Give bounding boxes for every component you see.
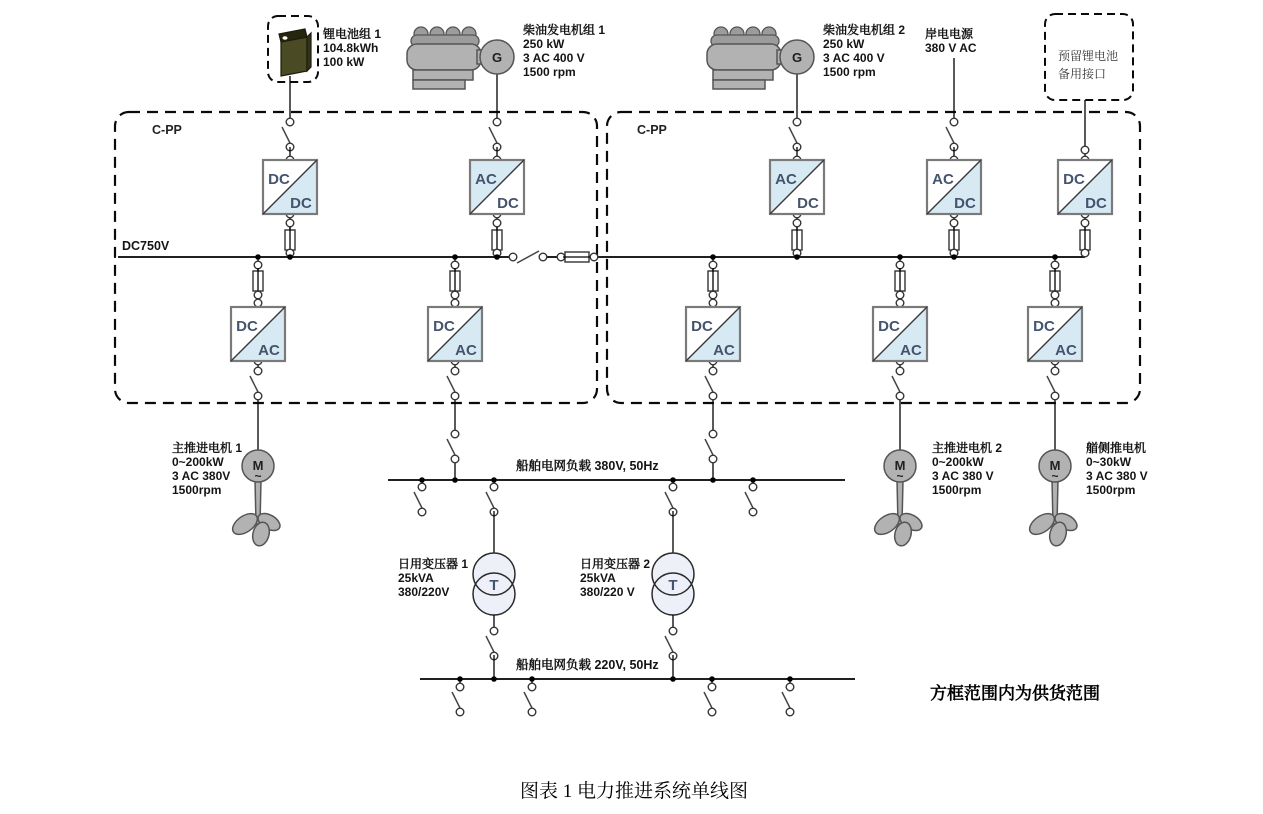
transformer1-ratio: 380/220V <box>398 585 450 599</box>
motor1-name: 主推进电机 1 <box>172 441 243 455</box>
svg-text:DC: DC <box>290 195 312 212</box>
svg-text:DC: DC <box>497 195 519 212</box>
converter-motor1-dcac <box>231 307 285 361</box>
genset1-name: 柴油发电机组 1 <box>523 23 606 37</box>
converter-battery-dcdc <box>263 160 317 214</box>
reserved-line1: 预留锂电池 <box>1058 49 1119 63</box>
svg-text:AC: AC <box>1055 342 1077 359</box>
svg-text:AC: AC <box>475 171 497 188</box>
bus-380v-label: 船舶电网负载 380V, 50Hz <box>516 459 659 473</box>
thruster-power: 0~30kW <box>1086 455 1132 469</box>
thruster-speed: 1500rpm <box>1086 483 1136 497</box>
thruster-name: 艏侧推电机 <box>1086 441 1147 455</box>
genset1-speed: 1500 rpm <box>523 65 576 79</box>
motor1-m-symbol: M <box>252 458 264 473</box>
supply-scope-note: 方框范围内为供货范围 <box>930 684 1100 703</box>
battery1-name: 锂电池组 1 <box>323 27 382 41</box>
svg-text:AC: AC <box>258 342 280 359</box>
motor1-speed: 1500rpm <box>172 483 222 497</box>
motor1-power: 0~200kW <box>172 455 224 469</box>
shore-name: 岸电电源 <box>925 27 974 41</box>
right-panel-label: C-PP <box>637 123 667 137</box>
svg-text:DC: DC <box>797 195 819 212</box>
svg-text:AC: AC <box>775 171 797 188</box>
genset2-voltage: 3 AC 400 V <box>823 51 885 65</box>
feeder-380-1 <box>414 480 426 516</box>
genset2-speed: 1500 rpm <box>823 65 876 79</box>
converter-grid2-dcac <box>686 307 740 361</box>
feeder-220-3 <box>704 679 716 716</box>
motor2-m-symbol: M <box>894 458 906 473</box>
motor2-name: 主推进电机 2 <box>932 441 1003 455</box>
motor2-voltage: 3 AC 380 V <box>932 469 994 483</box>
svg-text:DC: DC <box>433 318 455 335</box>
converter-thruster-dcac <box>1028 307 1082 361</box>
converter-motor2-dcac <box>873 307 927 361</box>
transformer1-rating: 25kVA <box>398 571 434 585</box>
svg-text:AC: AC <box>900 342 922 359</box>
battery1-energy: 104.8kWh <box>323 41 379 55</box>
transformer2-t-symbol: T <box>668 577 678 594</box>
feeder-220-2 <box>524 679 536 716</box>
bottom-converter-terminals <box>250 261 1060 463</box>
svg-text:AC: AC <box>713 342 735 359</box>
genset2-g-symbol: G <box>791 50 803 65</box>
transformer1-t-symbol: T <box>489 577 499 594</box>
genset1-power: 250 kW <box>523 37 565 51</box>
dc-bus-label: DC750V <box>122 239 170 253</box>
feeder-380-2 <box>745 480 757 516</box>
genset1-voltage: 3 AC 400 V <box>523 51 585 65</box>
genset2-name: 柴油发电机组 2 <box>823 23 906 37</box>
svg-text:DC: DC <box>1033 318 1055 335</box>
figure-caption: 图表 1 电力推进系统单线图 <box>519 781 749 802</box>
genset1-g-symbol: G <box>491 50 503 65</box>
converter-reserved-dcdc <box>1058 160 1112 214</box>
motor2-speed: 1500rpm <box>932 483 982 497</box>
svg-text:DC: DC <box>1085 195 1107 212</box>
motor1-wave: ~ <box>254 469 262 483</box>
converter-gen2-acdc <box>770 160 824 214</box>
motor2-wave: ~ <box>896 469 904 483</box>
svg-text:DC: DC <box>691 318 713 335</box>
transformer2-name: 日用变压器 2 <box>580 557 651 571</box>
converter-grid1-dcac <box>428 307 482 361</box>
feeder-220-1 <box>452 679 464 716</box>
reserved-line2: 备用接口 <box>1058 67 1107 81</box>
motor2-power: 0~200kW <box>932 455 984 469</box>
svg-text:DC: DC <box>878 318 900 335</box>
converter-gen1-acdc <box>470 160 524 214</box>
genset2-power: 250 kW <box>823 37 865 51</box>
thruster-wave: ~ <box>1051 469 1059 483</box>
transformer2-rating: 25kVA <box>580 571 616 585</box>
svg-text:AC: AC <box>455 342 477 359</box>
battery1-power: 100 kW <box>323 55 365 69</box>
thruster-voltage: 3 AC 380 V <box>1086 469 1148 483</box>
svg-text:DC: DC <box>954 195 976 212</box>
battery-icon <box>279 29 311 76</box>
converter-shore-acdc <box>927 160 981 214</box>
left-panel-label: C-PP <box>152 123 182 137</box>
svg-text:DC: DC <box>236 318 258 335</box>
transformer2-ratio: 380/220 V <box>580 585 635 599</box>
svg-text:DC: DC <box>268 171 290 188</box>
svg-text:AC: AC <box>932 171 954 188</box>
shore-voltage: 380 V AC <box>925 41 977 55</box>
bus-220v-label: 船舶电网负载 220V, 50Hz <box>516 658 659 672</box>
transformer1-name: 日用变压器 1 <box>398 557 469 571</box>
thruster-m-symbol: M <box>1049 458 1061 473</box>
svg-text:DC: DC <box>1063 171 1085 188</box>
feeder-220-4 <box>782 679 794 716</box>
motor1-voltage: 3 AC 380V <box>172 469 231 483</box>
